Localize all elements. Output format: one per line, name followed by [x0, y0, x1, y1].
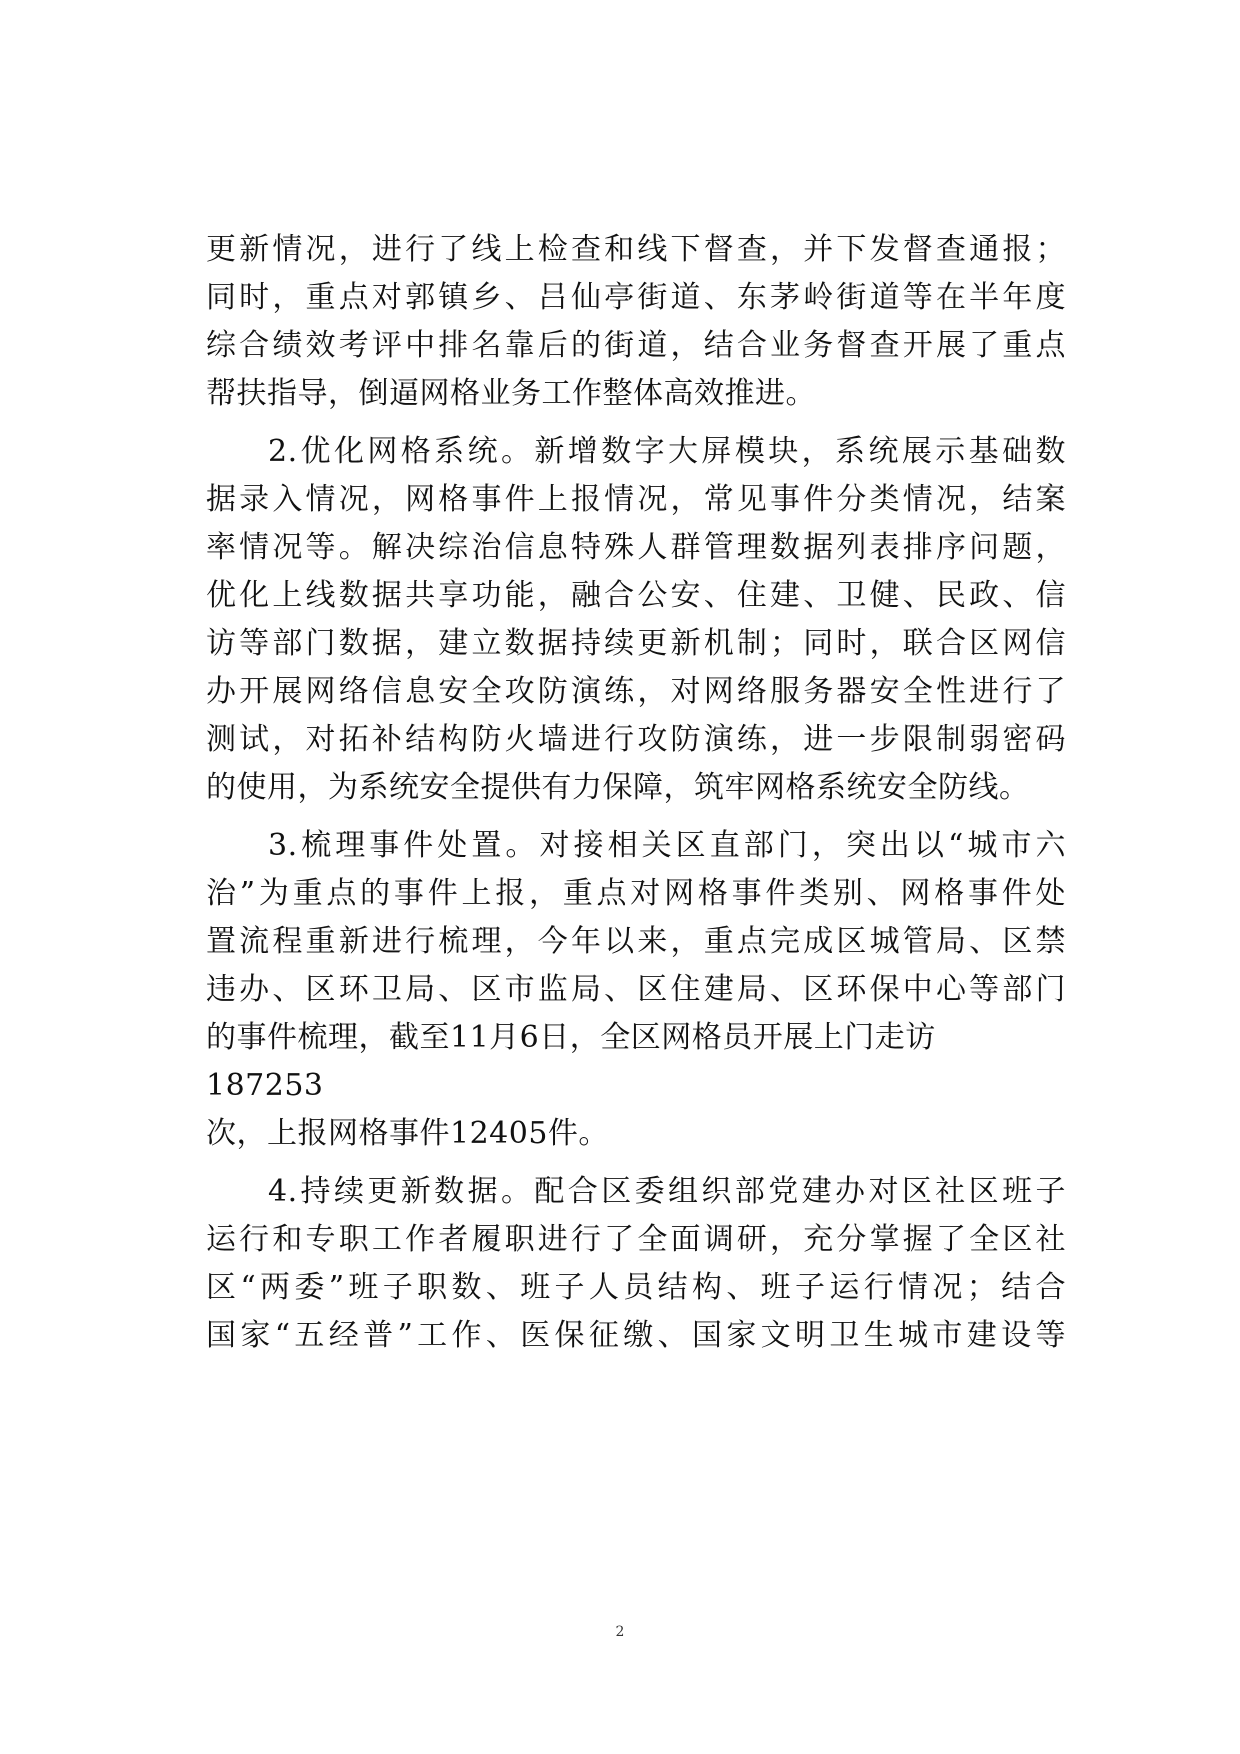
text-line: 运行和专职工作者履职进行了全面调研，充分掌握了全区社 [206, 1222, 1066, 1257]
body-text [206, 226, 1066, 1360]
text-line: 187253 [206, 1068, 324, 1103]
paragraph-3 [206, 822, 1066, 1158]
text-line: 综合绩效考评中排名靠后的街道，结合业务督查开展了重点 [206, 328, 1066, 363]
text-line: 测试，对拓补结构防火墙进行攻防演练，进一步限制弱密码 [206, 722, 1066, 757]
text-line: 优化上线数据共享功能，融合公安、住建、卫健、民政、信 [206, 578, 1066, 613]
paragraph-2 [206, 428, 1066, 812]
text-line: 的使用，为系统安全提供有力保障，筑牢网格系统安全防线。 [206, 770, 1030, 805]
text-line: 率情况等。解决综治信息特殊人群管理数据列表排序问题， [206, 530, 1066, 565]
text-line: 次，上报网格事件12405件。 [206, 1116, 609, 1151]
paragraph-4 [206, 1168, 1066, 1360]
text-line: 帮扶指导，倒逼网格业务工作整体高效推进。 [206, 376, 816, 411]
paragraph-gap [206, 812, 1066, 822]
text-line: 4.持续更新数据。配合区委组织部党建办对区社区班子 [268, 1174, 1066, 1209]
paragraph-gap [206, 418, 1066, 428]
text-line: 更新情况，进行了线上检查和线下督查，并下发督查通报； [206, 232, 1066, 267]
page-number: 2 [615, 1624, 625, 1640]
text-line: 3.梳理事件处置。对接相关区直部门，突出以“城市六 [268, 828, 1066, 863]
paragraph-gap [206, 1158, 1066, 1168]
text-line: 治”为重点的事件上报，重点对网格事件类别、网格事件处 [206, 876, 1066, 911]
text-line: 访等部门数据，建立数据持续更新机制；同时，联合区网信 [206, 626, 1066, 661]
text-line: 办开展网络信息安全攻防演练，对网络服务器安全性进行了 [206, 674, 1066, 709]
text-line: 违办、区环卫局、区市监局、区住建局、区环保中心等部门 [206, 972, 1066, 1007]
paragraph-1 [206, 226, 1066, 418]
text-line: 2.优化网格系统。新增数字大屏模块，系统展示基础数 [268, 434, 1066, 469]
text-line: 同时，重点对郭镇乡、吕仙亭街道、东茅岭街道等在半年度 [206, 280, 1066, 315]
text-line: 的事件梳理，截至11月6日，全区网格员开展上门走访 [206, 1020, 936, 1055]
text-line: 国家“五经普”工作、医保征缴、国家文明卫生城市建设等 [206, 1318, 1066, 1353]
text-line: 区“两委”班子职数、班子人员结构、班子运行情况；结合 [206, 1270, 1066, 1305]
text-line: 据录入情况，网格事件上报情况，常见事件分类情况，结案 [206, 482, 1066, 517]
text-line: 置流程重新进行梳理，今年以来，重点完成区城管局、区禁 [206, 924, 1066, 959]
